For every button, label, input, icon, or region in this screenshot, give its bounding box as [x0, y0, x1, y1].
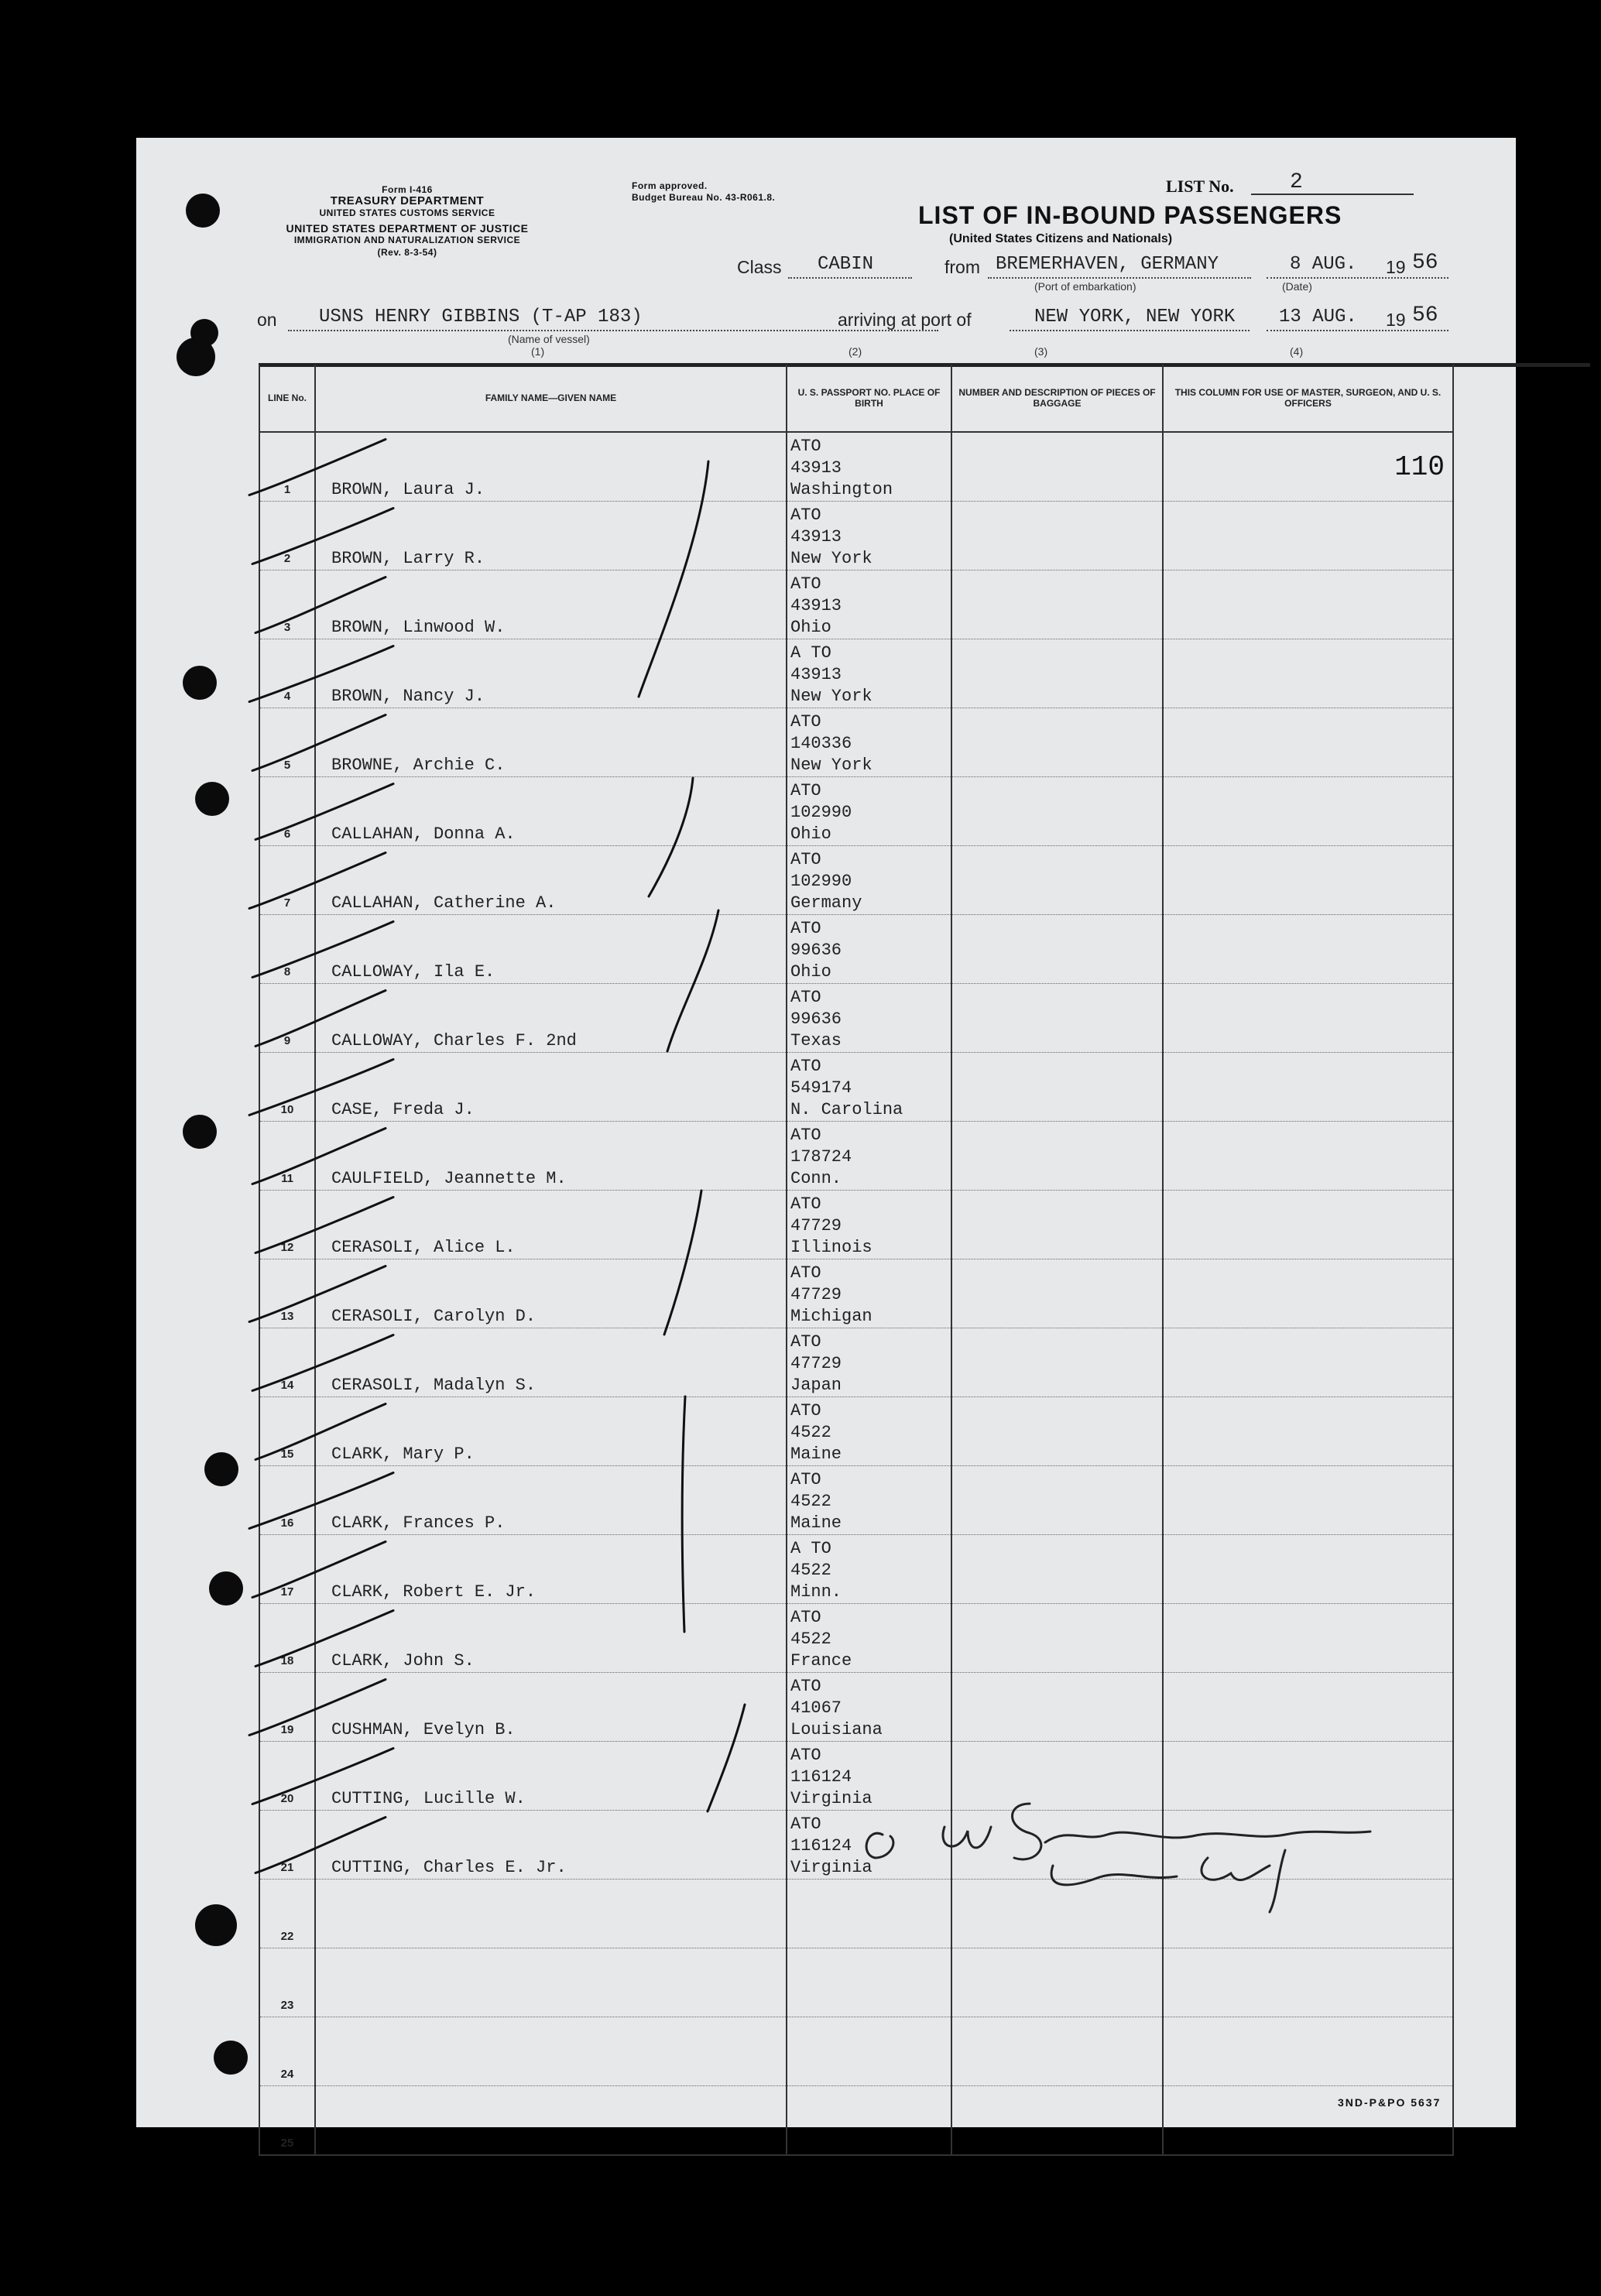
- col-line-no: LINE No.: [259, 365, 315, 432]
- passport-number: 4522: [790, 1561, 831, 1580]
- arrival-port: NEW YORK, NEW YORK: [1034, 307, 1236, 327]
- line-number: 8: [259, 915, 315, 984]
- date-caption: (Date): [1282, 280, 1312, 293]
- passport-number: 116124: [790, 1767, 852, 1787]
- officer-remark: [1163, 1191, 1453, 1259]
- ins-label: IMMIGRATION AND NATURALIZATION SERVICE: [293, 235, 521, 245]
- passenger-name: [315, 1880, 787, 1948]
- passport-number: 47729: [790, 1216, 842, 1235]
- table-row: [259, 639, 1453, 708]
- embark-year: 56: [1412, 251, 1438, 275]
- table-row: [259, 1880, 1453, 1948]
- officer-remark: [1163, 846, 1453, 915]
- baggage-cell: [951, 432, 1163, 502]
- passenger-name: [315, 2017, 787, 2086]
- table-row: [259, 1811, 1453, 1880]
- passport-cell: [787, 1053, 951, 1122]
- col-baggage: NUMBER AND DESCRIPTION OF PIECES OF BAGGAGE: [951, 365, 1163, 432]
- line-number: 12: [259, 1191, 315, 1259]
- baggage-cell: [951, 1948, 1163, 2017]
- punch-hole: [195, 782, 229, 816]
- passport-prefix: ATO: [790, 1401, 821, 1420]
- passport-cell: [787, 432, 951, 502]
- passenger-name: BROWN, Laura J.: [315, 432, 787, 502]
- passport-prefix: [790, 2089, 951, 2111]
- line-number: 19: [259, 1673, 315, 1742]
- place-of-birth: Washington: [790, 480, 893, 499]
- officer-remark: [1163, 1328, 1453, 1397]
- line-number: 4: [259, 639, 315, 708]
- officer-remark: [1163, 571, 1453, 639]
- passport-number: 4522: [790, 1629, 831, 1649]
- table-row: [259, 1397, 1453, 1466]
- passport-number: [790, 1973, 951, 1995]
- form-subtitle: (United States Citizens and Nationals): [949, 232, 1173, 245]
- passport-prefix: ATO: [790, 1470, 821, 1489]
- line-number: 6: [259, 777, 315, 846]
- officer-remark: [1163, 1466, 1453, 1535]
- officer-remark: 110: [1163, 432, 1453, 502]
- place-of-birth: [790, 1995, 951, 2017]
- baggage-cell: [951, 502, 1163, 571]
- place-of-birth: New York: [790, 549, 872, 568]
- class-label: Class: [737, 257, 782, 277]
- officer-remark: [1163, 1742, 1453, 1811]
- officer-remark: [1163, 1673, 1453, 1742]
- baggage-cell: [951, 1604, 1163, 1673]
- baggage-cell: [951, 984, 1163, 1053]
- passport-number: 102990: [790, 803, 852, 822]
- signature-name: [1192, 1898, 1193, 1899]
- passport-prefix: ATO: [790, 505, 821, 525]
- officer-remark: [1163, 2086, 1453, 2156]
- signature-text: [1192, 1898, 1193, 1899]
- passport-prefix: [790, 1883, 951, 1904]
- list-no-label: LIST No.: [1166, 176, 1234, 196]
- passenger-name: CALLAHAN, Donna A.: [315, 777, 787, 846]
- passport-prefix: A TO: [790, 643, 831, 663]
- arrival-year: 56: [1412, 303, 1438, 327]
- passport-prefix: ATO: [790, 712, 821, 732]
- passport-cell: [787, 1259, 951, 1328]
- line-number: 23: [259, 1948, 315, 2017]
- officer-remark: [1163, 639, 1453, 708]
- passport-prefix: ATO: [790, 574, 821, 594]
- table-row: [259, 777, 1453, 846]
- table-row: [259, 1742, 1453, 1811]
- passport-cell: [787, 846, 951, 915]
- table-row: [259, 708, 1453, 777]
- baggage-cell: [951, 846, 1163, 915]
- punch-hole: [186, 194, 220, 228]
- passenger-name: CERASOLI, Alice L.: [315, 1191, 787, 1259]
- line-number: 22: [259, 1880, 315, 1948]
- table-row: [259, 846, 1453, 915]
- vessel-caption: (Name of vessel): [508, 333, 590, 345]
- passport-number: 140336: [790, 734, 852, 753]
- baggage-cell: [951, 1466, 1163, 1535]
- form-number: Form I-416: [382, 184, 433, 195]
- punch-hole: [214, 2041, 248, 2075]
- passport-prefix: [790, 2020, 951, 2042]
- budget-bureau: Budget Bureau No. 43-R061.8.: [632, 192, 776, 203]
- officer-remark: [1163, 1880, 1453, 1948]
- line-number: 3: [259, 571, 315, 639]
- col-3-number: (3): [1034, 345, 1048, 358]
- passport-cell: [787, 1535, 951, 1604]
- passport-cell: [787, 1742, 951, 1811]
- passenger-name: CLARK, John S.: [315, 1604, 787, 1673]
- punch-hole: [190, 319, 218, 347]
- table-row: [259, 2017, 1453, 2086]
- line-number: 18: [259, 1604, 315, 1673]
- passport-prefix: ATO: [790, 781, 821, 800]
- passport-cell: [787, 1191, 951, 1259]
- passport-prefix: [790, 1952, 951, 1973]
- printer-code: 3ND-P&PO 5637: [1338, 2096, 1442, 2109]
- officer-remark: [1163, 1535, 1453, 1604]
- passport-cell: [787, 571, 951, 639]
- passport-prefix: ATO: [790, 1608, 821, 1627]
- customs-label: UNITED STATES CUSTOMS SERVICE: [319, 207, 495, 218]
- form-title: LIST OF IN-BOUND PASSENGERS: [918, 201, 1342, 229]
- place-of-birth: New York: [790, 687, 872, 706]
- treasury-label: TREASURY DEPARTMENT: [330, 194, 485, 207]
- officer-remark: [1163, 1811, 1453, 1880]
- passport-cell: [787, 1397, 951, 1466]
- table-row: [259, 571, 1453, 639]
- officer-remark: [1163, 708, 1453, 777]
- officer-remark: [1163, 777, 1453, 846]
- table-row: [259, 502, 1453, 571]
- passport-prefix: ATO: [790, 850, 821, 869]
- passport-number: 102990: [790, 872, 852, 891]
- punch-hole: [195, 1904, 237, 1946]
- table-row: [259, 984, 1453, 1053]
- passport-prefix: ATO: [790, 1126, 821, 1145]
- passport-number: 99636: [790, 1009, 842, 1029]
- table-row: [259, 1535, 1453, 1604]
- from-label: from: [944, 257, 980, 277]
- passport-cell: [787, 639, 951, 708]
- line-number: 13: [259, 1259, 315, 1328]
- place-of-birth: Maine: [790, 1513, 842, 1533]
- embark-date: 8 AUG.: [1290, 254, 1357, 275]
- passport-cell: [787, 2086, 951, 2156]
- passenger-name: CERASOLI, Carolyn D.: [315, 1259, 787, 1328]
- passport-number: 178724: [790, 1147, 852, 1167]
- passenger-name: CALLAHAN, Catherine A.: [315, 846, 787, 915]
- baggage-cell: [951, 1397, 1163, 1466]
- arriving-label: arriving at port of: [838, 310, 972, 330]
- place-of-birth: France: [790, 1651, 852, 1671]
- passport-prefix: ATO: [790, 437, 821, 456]
- passport-number: 47729: [790, 1354, 842, 1373]
- place-of-birth: [790, 1926, 951, 1948]
- passport-cell: [787, 1673, 951, 1742]
- col-passport: U. S. PASSPORT NO. PLACE OF BIRTH: [787, 365, 951, 432]
- officer-remark: [1163, 2017, 1453, 2086]
- baggage-cell: [951, 1259, 1163, 1328]
- port-line: [1010, 330, 1250, 331]
- punch-hole: [204, 1452, 238, 1486]
- revision-label: (Rev. 8-3-54): [377, 247, 437, 258]
- line-number: 20: [259, 1742, 315, 1811]
- place-of-birth: N. Carolina: [790, 1100, 903, 1119]
- passport-number: 4522: [790, 1423, 831, 1442]
- embarkation-port: BREMERHAVEN, GERMANY: [996, 254, 1219, 275]
- officer-remark: [1163, 984, 1453, 1053]
- passport-number: 116124: [790, 1836, 852, 1856]
- passenger-name: CERASOLI, Madalyn S.: [315, 1328, 787, 1397]
- list-no-value: 2: [1290, 170, 1303, 194]
- class-line: [788, 277, 912, 279]
- passport-prefix: A TO: [790, 1539, 831, 1558]
- line-number: 24: [259, 2017, 315, 2086]
- table-row: [259, 915, 1453, 984]
- line-number: 21: [259, 1811, 315, 1880]
- passport-number: 43913: [790, 527, 842, 547]
- table-row: [259, 1466, 1453, 1535]
- passenger-name: CUTTING, Lucille W.: [315, 1742, 787, 1811]
- punch-hole: [183, 666, 217, 700]
- year-prefix-1: 19: [1386, 257, 1406, 277]
- passenger-name: CLARK, Frances P.: [315, 1466, 787, 1535]
- line-number: 25: [259, 2086, 315, 2156]
- line-number: 15: [259, 1397, 315, 1466]
- baggage-cell: [951, 639, 1163, 708]
- table-row: [259, 1673, 1453, 1742]
- table-row: [259, 432, 1453, 502]
- line-number: 11: [259, 1122, 315, 1191]
- place-of-birth: New York: [790, 756, 872, 775]
- baggage-cell: [951, 1742, 1163, 1811]
- passenger-name: CLARK, Robert E. Jr.: [315, 1535, 787, 1604]
- place-of-birth: Germany: [790, 893, 862, 913]
- passport-prefix: ATO: [790, 1057, 821, 1076]
- passport-cell: [787, 1948, 951, 2017]
- baggage-cell: [951, 1880, 1163, 1948]
- baggage-cell: [951, 1673, 1163, 1742]
- baggage-cell: [951, 1053, 1163, 1122]
- table-row: [259, 1328, 1453, 1397]
- line-number: 17: [259, 1535, 315, 1604]
- baggage-cell: [951, 1191, 1163, 1259]
- table-row: [259, 1191, 1453, 1259]
- passenger-name: CASE, Freda J.: [315, 1053, 787, 1122]
- passport-number: [790, 1904, 951, 1926]
- baggage-cell: [951, 1328, 1163, 1397]
- passport-cell: [787, 1811, 951, 1880]
- punch-hole: [209, 1571, 243, 1605]
- table-row: [259, 1604, 1453, 1673]
- baggage-cell: [951, 1535, 1163, 1604]
- line-number: 7: [259, 846, 315, 915]
- passport-prefix: ATO: [790, 1194, 821, 1214]
- punch-hole: [183, 1115, 217, 1149]
- baggage-cell: [951, 777, 1163, 846]
- passenger-name: CUSHMAN, Evelyn B.: [315, 1673, 787, 1742]
- place-of-birth: Illinois: [790, 1238, 872, 1257]
- passport-prefix: ATO: [790, 988, 821, 1007]
- place-of-birth: Texas: [790, 1031, 842, 1050]
- line-number: 2: [259, 502, 315, 571]
- officer-remark: [1163, 1397, 1453, 1466]
- place-of-birth: Louisiana: [790, 1720, 883, 1739]
- place-of-birth: [790, 2133, 951, 2154]
- officer-remark: [1163, 1604, 1453, 1673]
- class-value: CABIN: [818, 254, 874, 275]
- place-of-birth: Michigan: [790, 1307, 872, 1326]
- passport-number: 99636: [790, 941, 842, 960]
- vessel-name: USNS HENRY GIBBINS (T-AP 183): [319, 307, 643, 327]
- list-no-line: [1251, 194, 1414, 195]
- baggage-cell: [951, 2017, 1163, 2086]
- passport-prefix: ATO: [790, 1332, 821, 1352]
- passport-cell: [787, 1466, 951, 1535]
- passport-prefix: ATO: [790, 1746, 821, 1765]
- passport-cell: [787, 708, 951, 777]
- passenger-name: BROWN, Linwood W.: [315, 571, 787, 639]
- officer-remark: [1163, 1053, 1453, 1122]
- passport-number: 549174: [790, 1078, 852, 1098]
- passport-cell: [787, 502, 951, 571]
- officer-remark: [1163, 1259, 1453, 1328]
- baggage-cell: [951, 1122, 1163, 1191]
- line-number: 16: [259, 1466, 315, 1535]
- line-number: 5: [259, 708, 315, 777]
- place-of-birth: Virginia: [790, 1789, 872, 1808]
- on-label: on: [257, 310, 277, 330]
- passport-number: 41067: [790, 1698, 842, 1718]
- passenger-name: CLARK, Mary P.: [315, 1397, 787, 1466]
- line-number: 10: [259, 1053, 315, 1122]
- passport-prefix: ATO: [790, 1677, 821, 1696]
- place-of-birth: Maine: [790, 1444, 842, 1464]
- col-4-number: (4): [1290, 345, 1304, 358]
- embarkation-caption: (Port of embarkation): [1034, 280, 1136, 293]
- year-prefix-2: 19: [1386, 310, 1406, 330]
- place-of-birth: Virginia: [790, 1858, 872, 1877]
- col-2-number: (2): [848, 345, 862, 358]
- place-of-birth: Ohio: [790, 962, 831, 982]
- passenger-name: [315, 2086, 787, 2156]
- passport-number: 43913: [790, 665, 842, 684]
- officer-remark: [1163, 1948, 1453, 2017]
- passport-number: [790, 2042, 951, 2064]
- col-officers: THIS COLUMN FOR USE OF MASTER, SURGEON, AND U. S. OFFICERS: [1163, 365, 1453, 432]
- passport-prefix: ATO: [790, 919, 821, 938]
- passport-number: 4522: [790, 1492, 831, 1511]
- passenger-name: CALLOWAY, Charles F. 2nd: [315, 984, 787, 1053]
- passenger-name: CAULFIELD, Jeannette M.: [315, 1122, 787, 1191]
- passport-number: 43913: [790, 458, 842, 478]
- passenger-name: CUTTING, Charles E. Jr.: [315, 1811, 787, 1880]
- place-of-birth: Japan: [790, 1376, 842, 1395]
- col-name: FAMILY NAME—GIVEN NAME: [315, 365, 787, 432]
- passenger-name: CALLOWAY, Ila E.: [315, 915, 787, 984]
- place-of-birth: Conn.: [790, 1169, 842, 1188]
- passport-cell: [787, 1122, 951, 1191]
- passport-number: 43913: [790, 596, 842, 615]
- officer-remark: [1163, 915, 1453, 984]
- line-number: 9: [259, 984, 315, 1053]
- passenger-name: [315, 1948, 787, 2017]
- passport-number: 47729: [790, 1285, 842, 1304]
- place-of-birth: Ohio: [790, 618, 831, 637]
- passenger-name: BROWN, Nancy J.: [315, 639, 787, 708]
- passport-cell: [787, 1604, 951, 1673]
- passport-number: [790, 2111, 951, 2133]
- place-of-birth: [790, 2064, 951, 2085]
- passport-cell: [787, 777, 951, 846]
- place-of-birth: Minn.: [790, 1582, 842, 1602]
- baggage-cell: [951, 1811, 1163, 1880]
- from-line: [988, 277, 1251, 279]
- table-row: [259, 1053, 1453, 1122]
- baggage-cell: [951, 915, 1163, 984]
- passport-prefix: ATO: [790, 1815, 821, 1834]
- passport-cell: [787, 1328, 951, 1397]
- table-header-row: [259, 365, 1453, 432]
- table-row: [259, 2086, 1453, 2156]
- date1-line: [1267, 277, 1448, 279]
- line-number: 1: [259, 432, 315, 502]
- passenger-name: BROWNE, Archie C.: [315, 708, 787, 777]
- passport-cell: [787, 915, 951, 984]
- place-of-birth: Ohio: [790, 824, 831, 844]
- officer-remark: [1163, 1122, 1453, 1191]
- justice-label: UNITED STATES DEPARTMENT OF JUSTICE: [286, 222, 529, 235]
- passport-cell: [787, 984, 951, 1053]
- arrival-date: 13 AUG.: [1279, 307, 1357, 327]
- baggage-cell: [951, 708, 1163, 777]
- passport-prefix: ATO: [790, 1263, 821, 1283]
- table-row: [259, 1122, 1453, 1191]
- date2-line: [1267, 330, 1448, 331]
- passenger-table: [259, 365, 1454, 2156]
- officer-remark: [1163, 502, 1453, 571]
- baggage-cell: [951, 2086, 1163, 2156]
- passport-cell: [787, 2017, 951, 2086]
- passport-cell: [787, 1880, 951, 1948]
- table-row: [259, 1259, 1453, 1328]
- col-1-number: (1): [531, 345, 545, 358]
- baggage-cell: [951, 571, 1163, 639]
- form-approved: Form approved.: [632, 180, 708, 191]
- passenger-name: BROWN, Larry R.: [315, 502, 787, 571]
- table-row: [259, 1948, 1453, 2017]
- line-number: 14: [259, 1328, 315, 1397]
